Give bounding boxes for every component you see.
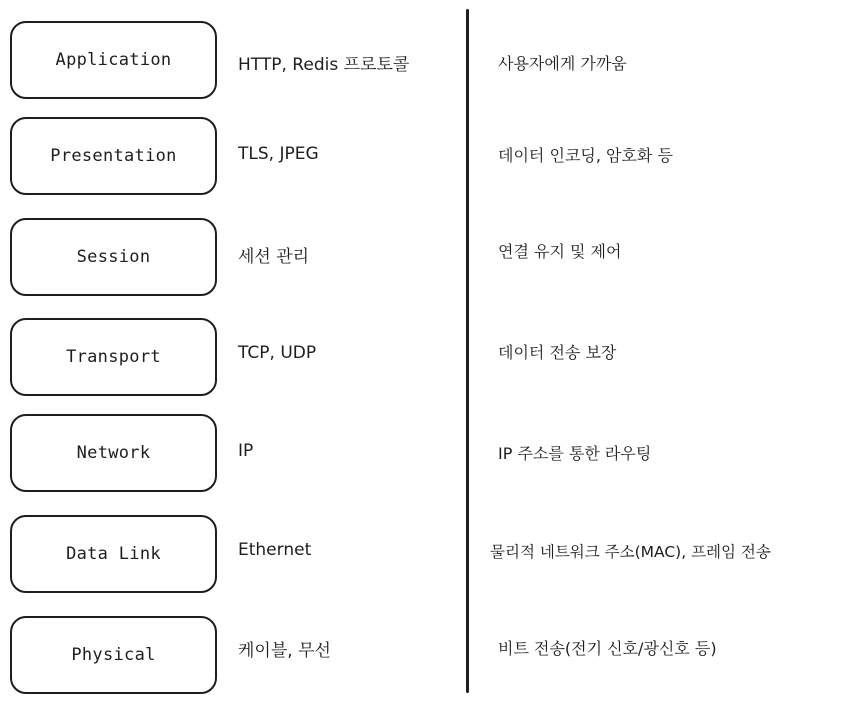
layer-row-application — [0, 21, 843, 101]
description-network: IP 주소를 통한 라우팅 — [498, 444, 652, 463]
layer-name-presentation: Presentation — [50, 146, 177, 166]
layer-row-transport — [0, 318, 843, 398]
layer-name-session: Session — [76, 247, 151, 267]
layer-box-data-link — [10, 515, 217, 593]
layer-name-transport: Transport — [66, 347, 161, 367]
layer-name-network: Network — [76, 443, 151, 463]
layer-row-physical — [0, 616, 843, 696]
protocols-transport: TCP, UDP — [238, 343, 317, 363]
description-presentation: 데이터 인코딩, 암호화 등 — [498, 146, 673, 165]
layer-box-transport — [10, 318, 217, 396]
layer-row-presentation — [0, 117, 843, 197]
layer-row-session — [0, 218, 843, 298]
protocols-physical: 케이블, 무선 — [238, 641, 331, 661]
layer-name-data-link: Data Link — [66, 544, 161, 564]
protocols-application: HTTP, Redis 프로토콜 — [238, 55, 410, 75]
layer-box-presentation — [10, 117, 217, 195]
layer-row-data-link — [0, 515, 843, 595]
description-physical: 비트 전송(전기 신호/광신호 등) — [498, 639, 717, 658]
description-session: 연결 유지 및 제어 — [498, 242, 622, 261]
layer-row-network — [0, 414, 843, 494]
protocols-network: IP — [238, 441, 254, 461]
description-data-link: 물리적 네트워크 주소(MAC), 프레임 전송 — [490, 543, 771, 561]
layer-name-physical: Physical — [71, 645, 156, 665]
protocols-presentation: TLS, JPEG — [238, 144, 319, 164]
layer-box-network — [10, 414, 217, 492]
protocols-data-link: Ethernet — [238, 540, 312, 560]
layer-box-application — [10, 21, 217, 99]
layer-box-physical — [10, 616, 217, 694]
protocols-session: 세션 관리 — [238, 247, 310, 267]
layer-box-session — [10, 218, 217, 296]
description-application: 사용자에게 가까움 — [498, 54, 627, 73]
column-divider — [466, 9, 469, 693]
layer-name-application: Application — [55, 50, 172, 70]
description-transport: 데이터 전송 보장 — [498, 343, 617, 362]
